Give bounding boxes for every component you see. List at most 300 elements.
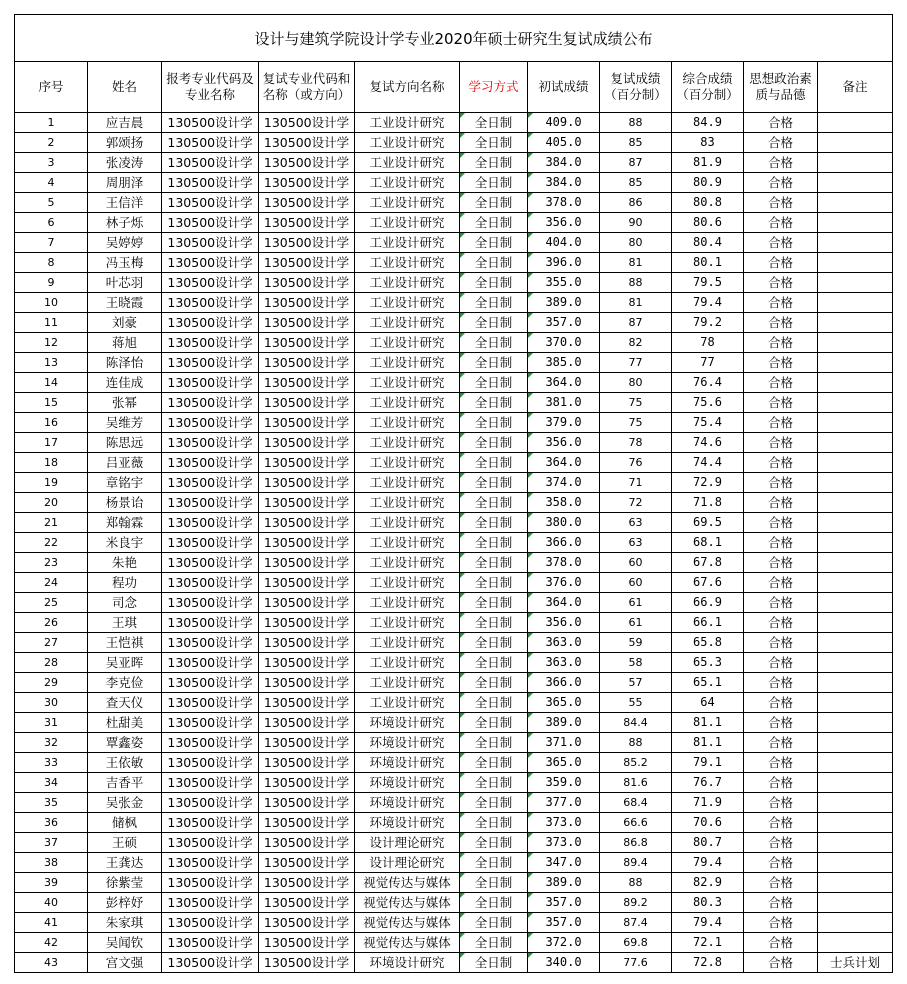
cell-remark [818, 593, 893, 613]
cell-initial-score: 404.0 [528, 233, 600, 253]
cell-retest-major: 130500设计学 [259, 153, 355, 173]
cell-study-mode: 全日制 [460, 673, 528, 693]
cell-retest-major: 130500设计学 [259, 513, 355, 533]
cell-retest-major: 130500设计学 [259, 833, 355, 853]
cell-index: 39 [15, 873, 88, 893]
cell-retest-major: 130500设计学 [259, 653, 355, 673]
cell-politics: 合格 [744, 313, 818, 333]
cell-remark [818, 393, 893, 413]
cell-total-score: 72.9 [672, 473, 744, 493]
cell-applied-major: 130500设计学 [162, 633, 259, 653]
cell-initial-score: 357.0 [528, 313, 600, 333]
cell-direction: 设计理论研究 [355, 853, 460, 873]
cell-initial-score: 385.0 [528, 353, 600, 373]
cell-name: 郭颂扬 [88, 133, 162, 153]
cell-retest-major: 130500设计学 [259, 393, 355, 413]
cell-study-mode: 全日制 [460, 213, 528, 233]
cell-retest-major: 130500设计学 [259, 313, 355, 333]
cell-direction: 环境设计研究 [355, 753, 460, 773]
cell-direction: 工业设计研究 [355, 113, 460, 133]
cell-retest-score: 88 [600, 873, 672, 893]
cell-study-mode: 全日制 [460, 313, 528, 333]
cell-remark [818, 533, 893, 553]
cell-retest-score: 58 [600, 653, 672, 673]
cell-politics: 合格 [744, 213, 818, 233]
cell-study-mode: 全日制 [460, 953, 528, 973]
cell-politics: 合格 [744, 193, 818, 213]
cell-remark [818, 113, 893, 133]
cell-politics: 合格 [744, 253, 818, 273]
cell-index: 21 [15, 513, 88, 533]
cell-study-mode: 全日制 [460, 233, 528, 253]
cell-study-mode: 全日制 [460, 653, 528, 673]
cell-retest-major: 130500设计学 [259, 953, 355, 973]
table-row [15, 553, 893, 573]
cell-retest-score: 87.4 [600, 913, 672, 933]
table-row [15, 513, 893, 533]
cell-retest-score: 72 [600, 493, 672, 513]
cell-politics: 合格 [744, 793, 818, 813]
cell-index: 9 [15, 273, 88, 293]
cell-retest-score: 55 [600, 693, 672, 713]
cell-index: 14 [15, 373, 88, 393]
cell-total-score: 82.9 [672, 873, 744, 893]
cell-retest-score: 61 [600, 593, 672, 613]
cell-name: 吴婷婷 [88, 233, 162, 253]
cell-study-mode: 全日制 [460, 153, 528, 173]
cell-retest-major: 130500设计学 [259, 813, 355, 833]
cell-direction: 环境设计研究 [355, 813, 460, 833]
cell-study-mode: 全日制 [460, 273, 528, 293]
cell-total-score: 77 [672, 353, 744, 373]
cell-name: 司念 [88, 593, 162, 613]
cell-direction: 工业设计研究 [355, 513, 460, 533]
cell-total-score: 76.7 [672, 773, 744, 793]
cell-applied-major: 130500设计学 [162, 253, 259, 273]
cell-name: 吴维芳 [88, 413, 162, 433]
cell-remark [818, 313, 893, 333]
cell-initial-score: 356.0 [528, 433, 600, 453]
cell-retest-major: 130500设计学 [259, 213, 355, 233]
cell-applied-major: 130500设计学 [162, 333, 259, 353]
cell-retest-score: 66.6 [600, 813, 672, 833]
cell-index: 28 [15, 653, 88, 673]
cell-index: 32 [15, 733, 88, 753]
cell-retest-score: 69.8 [600, 933, 672, 953]
cell-total-score: 80.8 [672, 193, 744, 213]
cell-name: 宫文强 [88, 953, 162, 973]
cell-index: 24 [15, 573, 88, 593]
cell-total-score: 65.3 [672, 653, 744, 673]
cell-initial-score: 378.0 [528, 193, 600, 213]
cell-politics: 合格 [744, 673, 818, 693]
cell-retest-major: 130500设计学 [259, 113, 355, 133]
cell-total-score: 81.1 [672, 733, 744, 753]
cell-initial-score: 389.0 [528, 713, 600, 733]
cell-direction: 工业设计研究 [355, 453, 460, 473]
cell-total-score: 67.6 [672, 573, 744, 593]
header-retest-major: 复试专业代码和名称（或方向） [259, 62, 355, 113]
cell-politics: 合格 [744, 693, 818, 713]
cell-direction: 工业设计研究 [355, 193, 460, 213]
cell-total-score: 65.8 [672, 633, 744, 653]
cell-retest-major: 130500设计学 [259, 853, 355, 873]
cell-initial-score: 371.0 [528, 733, 600, 753]
header-row [15, 62, 893, 113]
cell-name: 朱家琪 [88, 913, 162, 933]
cell-retest-score: 81 [600, 293, 672, 313]
table-row [15, 673, 893, 693]
table-row [15, 733, 893, 753]
cell-retest-major: 130500设计学 [259, 173, 355, 193]
cell-study-mode: 全日制 [460, 733, 528, 753]
cell-retest-score: 88 [600, 113, 672, 133]
cell-index: 17 [15, 433, 88, 453]
cell-politics: 合格 [744, 333, 818, 353]
cell-index: 19 [15, 473, 88, 493]
cell-initial-score: 366.0 [528, 673, 600, 693]
cell-applied-major: 130500设计学 [162, 793, 259, 813]
table-row [15, 793, 893, 813]
cell-remark [818, 293, 893, 313]
cell-remark [818, 373, 893, 393]
cell-total-score: 80.7 [672, 833, 744, 853]
cell-politics: 合格 [744, 653, 818, 673]
table-body [15, 113, 893, 973]
cell-remark [818, 573, 893, 593]
cell-study-mode: 全日制 [460, 333, 528, 353]
cell-retest-major: 130500设计学 [259, 133, 355, 153]
cell-index: 16 [15, 413, 88, 433]
cell-initial-score: 379.0 [528, 413, 600, 433]
cell-study-mode: 全日制 [460, 433, 528, 453]
cell-name: 王龚达 [88, 853, 162, 873]
cell-retest-major: 130500设计学 [259, 873, 355, 893]
cell-applied-major: 130500设计学 [162, 773, 259, 793]
cell-retest-major: 130500设计学 [259, 533, 355, 553]
cell-retest-score: 82 [600, 333, 672, 353]
cell-name: 张幂 [88, 393, 162, 413]
cell-politics: 合格 [744, 933, 818, 953]
cell-index: 41 [15, 913, 88, 933]
cell-study-mode: 全日制 [460, 533, 528, 553]
table-row [15, 453, 893, 473]
header-name: 姓名 [88, 62, 162, 113]
cell-applied-major: 130500设计学 [162, 493, 259, 513]
cell-index: 8 [15, 253, 88, 273]
table-row [15, 913, 893, 933]
cell-direction: 工业设计研究 [355, 313, 460, 333]
cell-initial-score: 373.0 [528, 833, 600, 853]
table-row [15, 493, 893, 513]
cell-initial-score: 356.0 [528, 613, 600, 633]
cell-retest-score: 68.4 [600, 793, 672, 813]
cell-initial-score: 364.0 [528, 593, 600, 613]
cell-direction: 工业设计研究 [355, 413, 460, 433]
header-retest-score: 复试成绩（百分制） [600, 62, 672, 113]
cell-total-score: 81.1 [672, 713, 744, 733]
cell-index: 6 [15, 213, 88, 233]
cell-retest-score: 71 [600, 473, 672, 493]
cell-retest-major: 130500设计学 [259, 473, 355, 493]
cell-initial-score: 377.0 [528, 793, 600, 813]
cell-retest-score: 81.6 [600, 773, 672, 793]
cell-retest-major: 130500设计学 [259, 913, 355, 933]
cell-applied-major: 130500设计学 [162, 833, 259, 853]
cell-index: 37 [15, 833, 88, 853]
cell-name: 刘豪 [88, 313, 162, 333]
cell-total-score: 71.9 [672, 793, 744, 813]
cell-name: 王依敏 [88, 753, 162, 773]
cell-study-mode: 全日制 [460, 753, 528, 773]
cell-remark [818, 493, 893, 513]
cell-index: 2 [15, 133, 88, 153]
sheet-title: 设计与建筑学院设计学专业2020年硕士研究生复试成绩公布 [15, 15, 893, 62]
cell-politics: 合格 [744, 293, 818, 313]
table-row [15, 213, 893, 233]
cell-remark [818, 333, 893, 353]
cell-initial-score: 363.0 [528, 653, 600, 673]
cell-name: 冯玉梅 [88, 253, 162, 273]
header-index: 序号 [15, 62, 88, 113]
cell-applied-major: 130500设计学 [162, 413, 259, 433]
cell-remark [818, 553, 893, 573]
cell-politics: 合格 [744, 873, 818, 893]
cell-name: 叶芯羽 [88, 273, 162, 293]
cell-retest-major: 130500设计学 [259, 693, 355, 713]
cell-initial-score: 389.0 [528, 293, 600, 313]
cell-politics: 合格 [744, 233, 818, 253]
cell-total-score: 65.1 [672, 673, 744, 693]
cell-index: 15 [15, 393, 88, 413]
table-row [15, 313, 893, 333]
table-row [15, 833, 893, 853]
cell-remark [818, 713, 893, 733]
cell-politics: 合格 [744, 153, 818, 173]
cell-total-score: 80.3 [672, 893, 744, 913]
cell-retest-major: 130500设计学 [259, 373, 355, 393]
cell-total-score: 70.6 [672, 813, 744, 833]
cell-retest-score: 84.4 [600, 713, 672, 733]
table-row [15, 893, 893, 913]
table-row [15, 953, 893, 973]
table-row [15, 873, 893, 893]
table-row [15, 433, 893, 453]
cell-name: 覃鑫姿 [88, 733, 162, 753]
cell-direction: 环境设计研究 [355, 733, 460, 753]
cell-total-score: 75.4 [672, 413, 744, 433]
cell-retest-score: 57 [600, 673, 672, 693]
cell-index: 5 [15, 193, 88, 213]
cell-name: 张凌涛 [88, 153, 162, 173]
cell-name: 陈泽怡 [88, 353, 162, 373]
cell-retest-major: 130500设计学 [259, 793, 355, 813]
cell-remark [818, 793, 893, 813]
cell-remark [818, 733, 893, 753]
cell-retest-major: 130500设计学 [259, 333, 355, 353]
cell-direction: 工业设计研究 [355, 613, 460, 633]
cell-initial-score: 373.0 [528, 813, 600, 833]
cell-name: 储枫 [88, 813, 162, 833]
score-sheet [14, 14, 892, 973]
table-row [15, 693, 893, 713]
table-row [15, 113, 893, 133]
table-row [15, 933, 893, 953]
cell-name: 应吉晨 [88, 113, 162, 133]
cell-name: 吴闻钦 [88, 933, 162, 953]
cell-index: 1 [15, 113, 88, 133]
cell-politics: 合格 [744, 113, 818, 133]
header-total-score: 综合成绩（百分制） [672, 62, 744, 113]
cell-applied-major: 130500设计学 [162, 273, 259, 293]
cell-index: 36 [15, 813, 88, 833]
cell-direction: 工业设计研究 [355, 293, 460, 313]
cell-applied-major: 130500设计学 [162, 113, 259, 133]
cell-index: 4 [15, 173, 88, 193]
cell-index: 11 [15, 313, 88, 333]
cell-study-mode: 全日制 [460, 713, 528, 733]
cell-applied-major: 130500设计学 [162, 933, 259, 953]
header-direction: 复试方向名称 [355, 62, 460, 113]
cell-total-score: 67.8 [672, 553, 744, 573]
cell-name: 查天仪 [88, 693, 162, 713]
cell-direction: 工业设计研究 [355, 533, 460, 553]
cell-initial-score: 347.0 [528, 853, 600, 873]
cell-total-score: 69.5 [672, 513, 744, 533]
table-row [15, 813, 893, 833]
cell-name: 王恺祺 [88, 633, 162, 653]
cell-applied-major: 130500设计学 [162, 293, 259, 313]
table-row [15, 853, 893, 873]
cell-applied-major: 130500设计学 [162, 813, 259, 833]
cell-initial-score: 357.0 [528, 893, 600, 913]
cell-study-mode: 全日制 [460, 773, 528, 793]
cell-politics: 合格 [744, 573, 818, 593]
cell-direction: 工业设计研究 [355, 353, 460, 373]
cell-index: 12 [15, 333, 88, 353]
cell-applied-major: 130500设计学 [162, 873, 259, 893]
cell-direction: 工业设计研究 [355, 633, 460, 653]
cell-total-score: 79.4 [672, 913, 744, 933]
cell-applied-major: 130500设计学 [162, 953, 259, 973]
cell-applied-major: 130500设计学 [162, 913, 259, 933]
cell-remark [818, 613, 893, 633]
cell-initial-score: 363.0 [528, 633, 600, 653]
cell-applied-major: 130500设计学 [162, 713, 259, 733]
header-remark: 备注 [818, 62, 893, 113]
cell-index: 40 [15, 893, 88, 913]
cell-index: 30 [15, 693, 88, 713]
cell-total-score: 80.9 [672, 173, 744, 193]
cell-retest-score: 89.4 [600, 853, 672, 873]
cell-applied-major: 130500设计学 [162, 733, 259, 753]
cell-retest-score: 85 [600, 173, 672, 193]
cell-study-mode: 全日制 [460, 893, 528, 913]
cell-politics: 合格 [744, 713, 818, 733]
cell-applied-major: 130500设计学 [162, 313, 259, 333]
cell-index: 10 [15, 293, 88, 313]
cell-politics: 合格 [744, 753, 818, 773]
table-row [15, 753, 893, 773]
cell-direction: 工业设计研究 [355, 493, 460, 513]
cell-study-mode: 全日制 [460, 553, 528, 573]
cell-study-mode: 全日制 [460, 473, 528, 493]
cell-politics: 合格 [744, 473, 818, 493]
table-row [15, 473, 893, 493]
cell-name: 林子烁 [88, 213, 162, 233]
cell-politics: 合格 [744, 613, 818, 633]
cell-name: 杜甜美 [88, 713, 162, 733]
cell-study-mode: 全日制 [460, 293, 528, 313]
cell-study-mode: 全日制 [460, 173, 528, 193]
cell-initial-score: 376.0 [528, 573, 600, 593]
cell-total-score: 84.9 [672, 113, 744, 133]
cell-politics: 合格 [744, 133, 818, 153]
cell-retest-score: 81 [600, 253, 672, 273]
cell-study-mode: 全日制 [460, 813, 528, 833]
cell-direction: 工业设计研究 [355, 373, 460, 393]
cell-remark [818, 873, 893, 893]
cell-total-score: 74.6 [672, 433, 744, 453]
cell-initial-score: 384.0 [528, 173, 600, 193]
cell-retest-score: 78 [600, 433, 672, 453]
cell-study-mode: 全日制 [460, 833, 528, 853]
cell-applied-major: 130500设计学 [162, 653, 259, 673]
title-row [15, 15, 893, 62]
cell-remark [818, 173, 893, 193]
cell-name: 王琪 [88, 613, 162, 633]
cell-applied-major: 130500设计学 [162, 373, 259, 393]
cell-direction: 工业设计研究 [355, 173, 460, 193]
cell-remark [818, 773, 893, 793]
cell-retest-score: 63 [600, 533, 672, 553]
cell-politics: 合格 [744, 553, 818, 573]
table-row [15, 373, 893, 393]
cell-remark [818, 913, 893, 933]
cell-direction: 工业设计研究 [355, 433, 460, 453]
cell-total-score: 80.1 [672, 253, 744, 273]
cell-name: 吴亚晖 [88, 653, 162, 673]
cell-applied-major: 130500设计学 [162, 853, 259, 873]
cell-study-mode: 全日制 [460, 353, 528, 373]
cell-name: 米良宇 [88, 533, 162, 553]
table-row [15, 593, 893, 613]
cell-politics: 合格 [744, 953, 818, 973]
cell-remark [818, 813, 893, 833]
cell-study-mode: 全日制 [460, 693, 528, 713]
cell-retest-major: 130500设计学 [259, 673, 355, 693]
table-row [15, 273, 893, 293]
cell-initial-score: 396.0 [528, 253, 600, 273]
cell-retest-major: 130500设计学 [259, 193, 355, 213]
cell-retest-major: 130500设计学 [259, 733, 355, 753]
cell-index: 35 [15, 793, 88, 813]
cell-total-score: 79.1 [672, 753, 744, 773]
table-row [15, 133, 893, 153]
cell-direction: 视觉传达与媒体 [355, 873, 460, 893]
cell-applied-major: 130500设计学 [162, 133, 259, 153]
cell-direction: 工业设计研究 [355, 473, 460, 493]
cell-index: 43 [15, 953, 88, 973]
cell-index: 42 [15, 933, 88, 953]
cell-remark [818, 153, 893, 173]
cell-retest-score: 75 [600, 413, 672, 433]
cell-study-mode: 全日制 [460, 113, 528, 133]
cell-retest-score: 86 [600, 193, 672, 213]
header-initial-score: 初试成绩 [528, 62, 600, 113]
cell-initial-score: 409.0 [528, 113, 600, 133]
cell-name: 王晓霞 [88, 293, 162, 313]
